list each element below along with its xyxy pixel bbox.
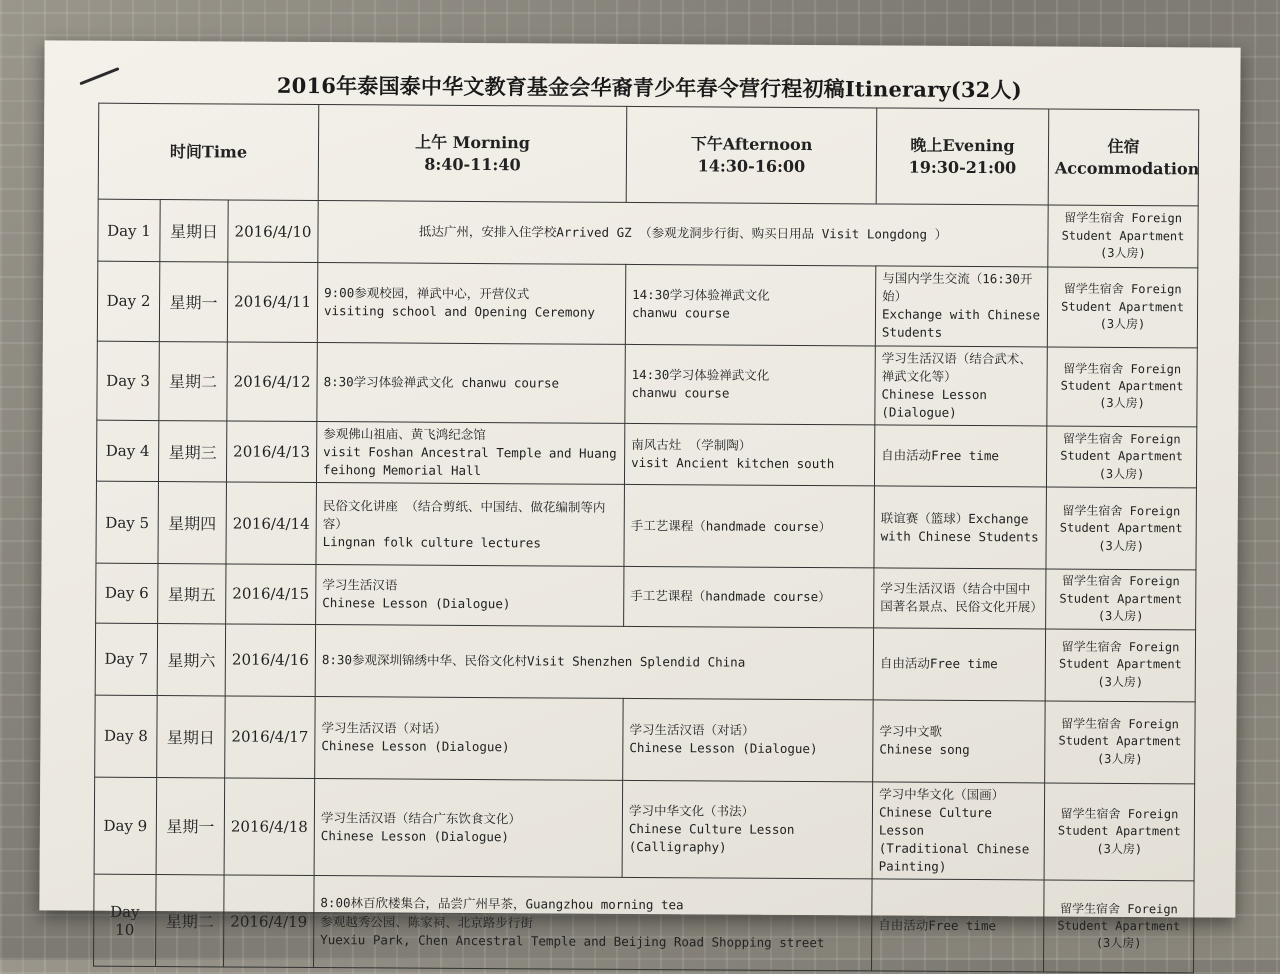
morning-activity-line: Chinese Lesson (Dialogue) (321, 738, 510, 755)
afternoon-activity (625, 344, 875, 425)
weekday: 星期六 (157, 623, 225, 695)
accommodation-line: Student Apartment (1059, 591, 1183, 607)
morning-activity (315, 696, 623, 780)
header-afternoon-hours: 14:30-16:00 (697, 155, 806, 176)
weekday: 星期二 (159, 341, 227, 421)
day-number: Day 10 (94, 874, 157, 966)
day-row (97, 341, 1197, 427)
evening-activity (874, 568, 1046, 628)
day-row (95, 623, 1195, 702)
day-row (94, 777, 1195, 881)
evening-activity-line: Chinese Culture Lesson (878, 804, 992, 838)
evening-activity-line: Exchange with Chinese Students (881, 306, 1041, 341)
day-activity-line: Yuexiu Park, Chen Ancestral Temple and Beijing Road Shopping street (320, 931, 825, 950)
accommodation-line: 留学生宿舍 Foreign (1060, 806, 1179, 822)
evening-activity (873, 627, 1045, 700)
accommodation-line: (3人房) (1099, 316, 1146, 332)
afternoon-activity (625, 264, 875, 345)
accommodation-line: (3人房) (1097, 608, 1144, 624)
day-number: Day 9 (94, 777, 157, 875)
date: 2016/4/19 (224, 875, 315, 968)
accommodation-line: 留学生宿舍 Foreign (1062, 503, 1181, 519)
accommodation-line: Student Apartment (1058, 733, 1182, 749)
date: 2016/4/17 (225, 696, 316, 779)
day-row (96, 564, 1196, 630)
date: 2016/4/16 (225, 624, 315, 697)
afternoon-activity (622, 780, 873, 879)
accommodation-line: 留学生宿舍 Foreign (1064, 210, 1183, 226)
afternoon-activity (624, 485, 874, 569)
weekday: 星期一 (159, 262, 227, 342)
header-morning-hours: 8:40-11:40 (424, 154, 521, 174)
afternoon-activity-line: 学习中华文化（书法） (628, 802, 755, 819)
accommodation (1048, 205, 1198, 268)
day-activity-line: 8:00林百欣楼集合，品尝广州早茶，Guangzhou morning tea (320, 895, 684, 913)
accommodation-line: 留学生宿舍 Foreign (1059, 901, 1178, 916)
afternoon-activity-line: Chinese Culture Lesson (628, 820, 795, 837)
accommodation-line: Student Apartment (1061, 299, 1185, 314)
afternoon-activity (624, 423, 874, 486)
accommodation-line: (3人房) (1097, 674, 1144, 689)
date: 2016/4/12 (227, 341, 317, 421)
fullday-activity (318, 201, 1048, 267)
morning-activity-line: 学习生活汉语（结合广东饮食文化） (320, 809, 522, 827)
day-activity (315, 624, 873, 699)
accommodation (1047, 267, 1197, 347)
day-row (94, 874, 1195, 973)
header-evening (876, 108, 1049, 205)
afternoon-activity-line: Chinese Lesson (Dialogue) (629, 739, 818, 757)
evening-activity-line: 学习生活汉语（结合武术、禅武文化等） (881, 349, 1032, 384)
weekday: 星期日 (157, 695, 225, 777)
evening-activity (872, 879, 1045, 972)
day-row (97, 261, 1197, 347)
accommodation-line: 留学生宿舍 Foreign (1063, 281, 1182, 297)
itinerary-body (94, 199, 1199, 973)
day-number: Day 4 (96, 420, 158, 482)
itinerary-table (93, 103, 1199, 974)
day-number: Day 6 (96, 564, 158, 624)
header-morning-label: 上午 Morning (415, 132, 531, 153)
accommodation (1044, 783, 1195, 882)
weekday: 星期四 (158, 482, 226, 564)
header-afternoon-label: 下午Afternoon (690, 134, 813, 154)
day-number: Day 2 (97, 261, 159, 341)
afternoon-activity-line: chanwu course (631, 384, 730, 401)
morning-activity-line: 8:30学习体验禅武文化 chanwu course (323, 373, 560, 391)
afternoon-activity-line: 14:30学习体验禅武文化 (631, 366, 770, 383)
evening-activity-line: Chinese Lesson (881, 386, 987, 402)
header-accommodation-en: Accommodation (1054, 158, 1200, 178)
morning-activity-line: 9:00参观校园，禅武中心，开营仪式 (324, 285, 530, 302)
accommodation-line: (3人房) (1100, 245, 1146, 261)
day-row (96, 482, 1196, 571)
morning-activity-line: visit Foshan Ancestral Temple and Huang feihong Memorial Hall (323, 444, 617, 479)
evening-activity (874, 425, 1046, 487)
accommodation (1046, 426, 1196, 488)
itinerary-paper (39, 40, 1240, 951)
accommodation (1047, 346, 1197, 426)
accommodation-line: Student Apartment (1058, 656, 1182, 672)
header-evening-hours: 19:30-21:00 (908, 157, 1017, 177)
evening-activity-line: 与国内学生交流（16:30开始） (882, 270, 1033, 304)
evening-activity-line: 自由活动Free time (881, 447, 999, 464)
weekday: 星期日 (160, 200, 228, 262)
header-accommodation (1048, 109, 1199, 206)
morning-activity-line: Chinese Lesson (Dialogue) (322, 595, 511, 612)
morning-activity-line: 学习生活汉语（对话） (321, 719, 447, 736)
day-number: Day 8 (95, 695, 157, 777)
accommodation-line: 留学生宿舍 Foreign (1063, 361, 1182, 376)
weekday: 星期二 (156, 875, 225, 967)
morning-activity (316, 483, 624, 567)
accommodation-line: (3人房) (1096, 751, 1143, 766)
accommodation-line: (3人房) (1098, 466, 1145, 481)
accommodation (1046, 569, 1196, 629)
day-number: Day 1 (98, 199, 160, 261)
header-accommodation-cn: 住宿 (1107, 136, 1140, 156)
evening-activity (872, 781, 1045, 880)
accommodation-line: Student Apartment (1060, 378, 1184, 394)
page-title: 2016年泰国泰中华文教育基金会华裔青少年春令营行程初稿Itinerary(32人) (276, 72, 1022, 103)
date: 2016/4/13 (226, 421, 316, 483)
header-time: 时间Time (98, 103, 319, 200)
afternoon-activity-line: chanwu course (631, 305, 730, 321)
accommodation-line: Student Apartment (1061, 228, 1185, 244)
date: 2016/4/14 (226, 482, 317, 565)
weekday: 星期一 (156, 777, 225, 875)
evening-activity-line: 学习中文歌 (879, 723, 943, 739)
morning-activity-line: visiting school and Opening Ceremony (323, 303, 596, 320)
weekday: 星期五 (158, 564, 226, 624)
accommodation-line: Student Apartment (1057, 823, 1181, 839)
evening-activity (873, 699, 1045, 782)
morning-activity (316, 565, 624, 626)
accommodation-line: Student Apartment (1057, 918, 1181, 934)
day-activity (314, 876, 873, 971)
morning-activity (316, 422, 624, 485)
date: 2016/4/10 (228, 200, 318, 263)
day-activity-line: 8:30参观深圳锦绣中华、民俗文化村Visit Shenzhen Splendid China (321, 652, 746, 670)
afternoon-activity-line: 手工艺课程（handmade course） (630, 588, 831, 605)
afternoon-activity-line: 学习生活汉语（对话） (629, 721, 755, 738)
fullday-activity-line: 抵达广州，安排入住学校Arrived GZ （参观龙洞步行街、购买日用品 Visit Longdong ） (418, 224, 948, 243)
accommodation (1045, 701, 1195, 784)
day-number: Day 3 (97, 341, 159, 421)
accommodation-line: 留学生宿舍 Foreign (1061, 573, 1180, 589)
morning-activity-line: Chinese Lesson (Dialogue) (320, 827, 510, 845)
accommodation-line: Student Apartment (1059, 520, 1183, 536)
accommodation-line: (3人房) (1096, 841, 1143, 856)
evening-activity-line: Painting) (878, 858, 947, 874)
evening-activity-line: 自由活动Free time (878, 917, 997, 933)
day-row (96, 420, 1196, 488)
accommodation (1044, 880, 1195, 973)
morning-activity-line: 民俗文化讲座 （结合剪纸、中国结、做花编制等内容） (322, 497, 606, 532)
evening-activity-line: 自由活动Free time (879, 655, 998, 672)
day-row (95, 695, 1195, 784)
afternoon-activity-line: (Calligraphy) (628, 838, 727, 855)
day-number: Day 7 (95, 623, 157, 695)
evening-activity (875, 345, 1047, 426)
accommodation-line: (3人房) (1095, 936, 1142, 951)
header-row (98, 103, 1199, 206)
afternoon-activity-line: 手工艺课程（handmade course） (630, 517, 832, 534)
day-row (98, 199, 1198, 268)
accommodation-line: (3人房) (1098, 538, 1145, 553)
evening-activity-line: (Dialogue) (881, 404, 957, 420)
afternoon-activity (624, 567, 874, 628)
accommodation (1045, 629, 1195, 702)
date: 2016/4/15 (226, 564, 316, 624)
morning-activity-line: 学习生活汉语 (322, 577, 398, 593)
evening-activity-line: 学习中华文化（国画） (879, 786, 1005, 802)
afternoon-activity-line: visit Ancient kitchen south (631, 455, 835, 472)
accommodation (1046, 487, 1196, 570)
morning-activity-line: 参观佛山祖庙、黄飞鸿纪念馆 (323, 426, 486, 443)
morning-activity (317, 263, 625, 344)
day-number: Day 5 (96, 482, 158, 564)
evening-activity-line: 学习生活汉语（结合中国中国著名景点、民俗文化开展） (880, 580, 1043, 615)
header-morning (318, 105, 627, 203)
accommodation-line: 留学生宿舍 Foreign (1062, 431, 1181, 447)
day-activity-line: 参观越秀公园、陈家祠、北京路步行街 (320, 913, 533, 930)
accommodation-line: 留学生宿舍 Foreign (1061, 639, 1180, 655)
morning-activity-line: Lingnan folk culture lectures (322, 534, 541, 551)
date: 2016/4/18 (224, 778, 315, 876)
header-evening-label: 晚上Evening (910, 135, 1015, 156)
evening-activity (874, 486, 1046, 569)
morning-activity (314, 778, 623, 878)
afternoon-activity (623, 698, 873, 782)
morning-activity (317, 342, 625, 423)
afternoon-activity-line: 南风古灶 （学制陶） (631, 437, 752, 453)
evening-activity-line: (Traditional Chinese (878, 840, 1030, 857)
evening-activity-line: Chinese song (879, 741, 970, 758)
accommodation-line: (3人房) (1099, 396, 1145, 411)
weekday: 星期三 (158, 421, 226, 483)
accommodation-line: Student Apartment (1060, 449, 1184, 464)
date: 2016/4/11 (227, 262, 317, 342)
evening-activity (875, 266, 1047, 347)
evening-activity-line: 联谊赛（篮球）Exchange with Chinese Students (880, 510, 1039, 545)
header-afternoon (626, 106, 877, 204)
accommodation-line: 留学生宿舍 Foreign (1061, 716, 1179, 732)
afternoon-activity-line: 14:30学习体验禅武文化 (632, 287, 770, 303)
